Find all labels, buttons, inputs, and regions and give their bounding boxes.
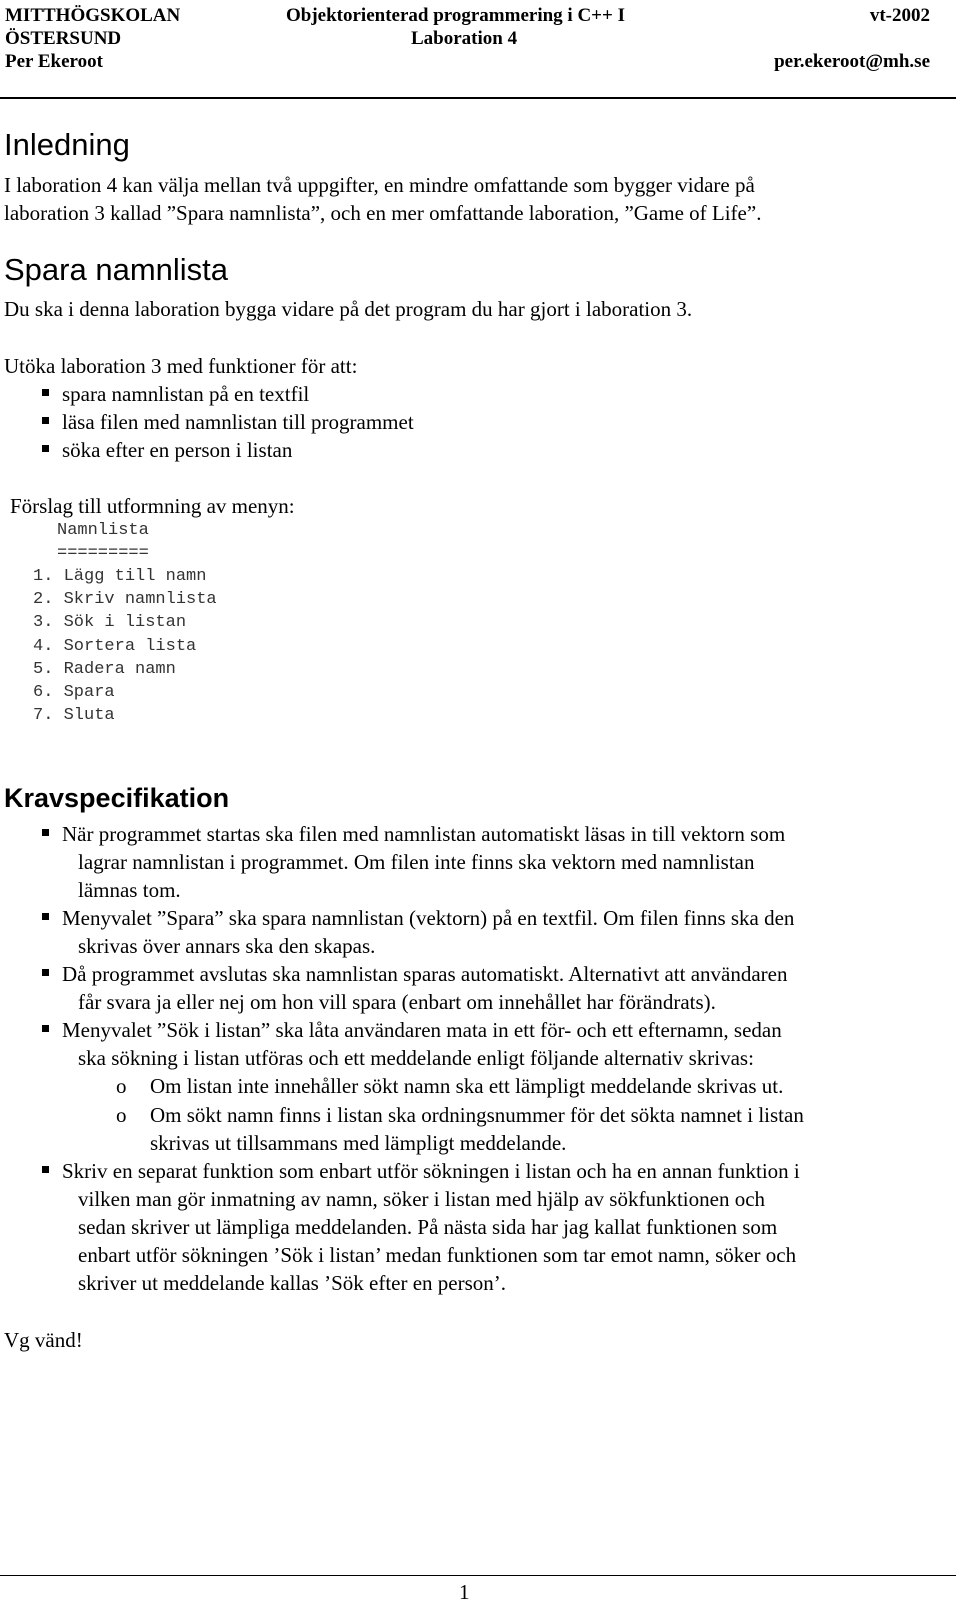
bullet-icon <box>42 1166 49 1173</box>
menu-title: Namnlista <box>57 521 149 540</box>
lab-title: Laboration 4 <box>411 28 518 49</box>
requirement-line: Skriv en separat funktion som enbart utför sökningen i listan och ha en annan funktion i <box>62 1159 800 1183</box>
intro-line: I laboration 4 kan välja mellan två uppgifter, en mindre omfattande som bygger vidare på <box>4 173 755 197</box>
sub-bullet-marker: o <box>116 1074 127 1098</box>
requirement-line: får svara ja eller nej om hon vill spara (enbart om innehållet har förändrats). <box>78 990 716 1014</box>
menu-line: 6. Spara <box>33 683 115 702</box>
requirement-line: Menyvalet ”Sök i listan” ska låta användaren mata in ett för- och ett efternamn, sedan <box>62 1018 782 1042</box>
sub-bullet-marker: o <box>116 1103 127 1127</box>
turn-page-note: Vg vänd! <box>4 1328 83 1352</box>
bullet-icon <box>42 969 49 976</box>
author-name: Per Ekeroot <box>5 51 103 72</box>
requirement-line: vilken man gör inmatning av namn, söker i listan med hjälp av sökfunktionen och <box>78 1187 766 1211</box>
menu-line: 5. Radera namn <box>33 660 176 679</box>
requirement-line: ska sökning i listan utföras och ett meddelande enligt följande alternativ skrivas: <box>78 1046 754 1070</box>
page-number: 1 <box>459 1580 470 1604</box>
bullet-icon <box>42 1025 49 1032</box>
requirement-line: Menyvalet ”Spara” ska spara namnlistan (vektorn) på en textfil. Om filen finns ska den <box>62 906 795 930</box>
email: per.ekeroot@mh.se <box>774 51 930 72</box>
spara-paragraph: Utöka laboration 3 med funktioner för att: <box>4 354 358 378</box>
requirement-line: När programmet startas ska filen med namnlistan automatiskt läsas in till vektorn som <box>62 822 786 846</box>
school-name: MITTHÖGSKOLAN <box>5 5 181 26</box>
course-title: Objektorienterad programmering i C++ I <box>286 5 625 26</box>
menu-line: 7. Sluta <box>33 706 115 725</box>
spara-paragraph: Du ska i denna laboration bygga vidare på det program du har gjort i laboration 3. <box>4 297 693 321</box>
menu-line: 1. Lägg till namn <box>33 567 207 586</box>
feature-item: spara namnlistan på en textfil <box>62 382 310 406</box>
sub-requirement-line: skrivas ut tillsammans med lämpligt meddelande. <box>150 1131 567 1155</box>
requirement-line: lämnas tom. <box>78 878 181 902</box>
bullet-icon <box>42 913 49 920</box>
bullet-icon <box>42 417 49 424</box>
bullet-icon <box>42 445 49 452</box>
header-rule <box>0 97 956 99</box>
intro-heading: Inledning <box>4 127 130 162</box>
spara-heading: Spara namnlista <box>4 252 229 287</box>
menu-intro: Förslag till utformning av menyn: <box>10 494 295 518</box>
menu-line: 3. Sök i listan <box>33 613 187 632</box>
feature-item: söka efter en person i listan <box>62 438 293 462</box>
sub-requirement-line: Om sökt namn finns i listan ska ordningsnummer för det sökta namnet i listan <box>150 1103 804 1127</box>
requirement-line: skriver ut meddelande kallas ’Sök efter en person’. <box>78 1271 507 1295</box>
sub-requirement-line: Om listan inte innehåller sökt namn ska ett lämpligt meddelande skrivas ut. <box>150 1074 784 1098</box>
bullet-icon <box>42 829 49 836</box>
krav-heading: Kravspecifikation <box>4 783 230 813</box>
requirement-line: skrivas över annars ska den skapas. <box>78 934 376 958</box>
menu-underline: ========= <box>57 544 149 563</box>
requirement-line: enbart utför sökningen ’Sök i listan’ medan funktionen som tar emot namn, söker och <box>78 1243 797 1267</box>
menu-line: 4. Sortera lista <box>33 637 197 656</box>
feature-item: läsa filen med namnlistan till programmet <box>62 410 414 434</box>
campus-name: ÖSTERSUND <box>5 28 122 49</box>
requirement-line: lagrar namnlistan i programmet. Om filen inte finns ska vektorn med namnlistan <box>78 850 755 874</box>
footer-rule <box>0 1575 956 1576</box>
requirement-line: Då programmet avslutas ska namnlistan sparas automatiskt. Alternativt att användaren <box>62 962 788 986</box>
bullet-icon <box>42 389 49 396</box>
requirement-line: sedan skriver ut lämpliga meddelanden. På nästa sida har jag kallat funktionen som <box>78 1215 778 1239</box>
term: vt-2002 <box>869 5 930 26</box>
intro-line: laboration 3 kallad ”Spara namnlista”, och en mer omfattande laboration, ”Game of Life”. <box>4 201 762 225</box>
menu-line: 2. Skriv namnlista <box>33 590 217 609</box>
